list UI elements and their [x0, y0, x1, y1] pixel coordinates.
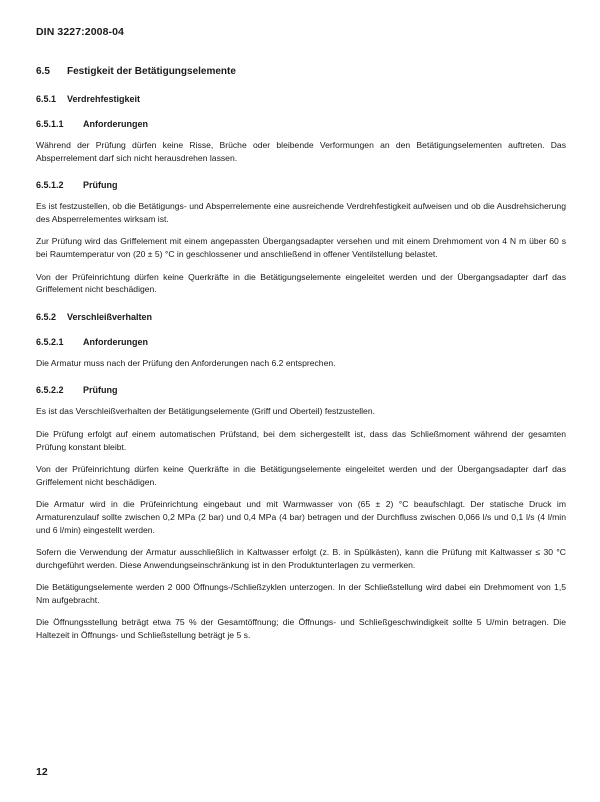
paragraph: Es ist das Verschleißverhalten der Betätigungselemente (Griff und Oberteil) festzustellen. [36, 406, 375, 417]
paragraph: Von der Prüfeinrichtung dürfen keine Querkräfte in die Betätigungselemente eingeleitet werden und der Übergangsadapter darf das Griffelement nicht beschädigen. [36, 271, 566, 295]
section-number: 6.5.2 [36, 311, 57, 322]
section-heading-6-5 [36, 66, 566, 77]
paragraph: Die Armatur muss nach der Prüfung den Anforderungen nach 6.2 entsprechen. [36, 357, 336, 368]
paragraph: Sofern die Verwendung der Armatur ausschließlich in Kaltwasser erfolgt (z. B. in Spülkästen), kann die Prüfung mit Kaltwasser ≤ 30 °C durchgeführt werden. Diese Anwendungseinschränkung ist in den Produktunterlagen zu vermerken. [36, 547, 566, 570]
section-number: 6.5.1 [36, 94, 57, 104]
section-number: 6.5.2.2 [36, 385, 64, 396]
paragraph: Zur Prüfung wird das Griffelement mit einem angepassten Übergangsadapter versehen und mit einem Drehmoment von 4 N m über 60 s bei Raumtemperatur von (20 ± 5) °C in geschlossener und anschließend in offener Ventilstellung belastet. [36, 236, 566, 259]
section-title: Verschleißverhalten [67, 311, 153, 322]
paragraph: Von der Prüfeinrichtung dürfen keine Querkräfte in die Betätigungselemente eingeleitet werden und der Übergangsadapter darf das Griffelement nicht beschädigen. [36, 464, 566, 487]
section-heading-6-5-2-1 [36, 337, 566, 347]
section-heading-6-5-1-2 [36, 180, 566, 190]
document-body [36, 66, 566, 642]
section-number: 6.5.1.1 [36, 119, 64, 129]
paragraph: Die Armatur wird in die Prüfeinrichtung eingebaut und mit Warmwasser von (65 ± 2) °C beaufschlagt. Der statische Druck im Armaturenzulauf sollte zwischen 0,2 MPa (2 bar) und 0,4 MPa (4 bar) betragen und der Durchfluss zwischen 0,066 l/s und 0,1 l/s (4 l/min und 6 l/min) eingestellt werden. [36, 499, 566, 535]
section-title: Prüfung [83, 180, 118, 191]
paragraph: Die Betätigungselemente werden 2 000 Öffnungs-/Schließzyklen unterzogen. In der Schließstellung wird dabei ein Drehmoment von 1,5 Nm aufgebracht. [36, 582, 566, 605]
section-heading-6-5-1-1 [36, 119, 566, 129]
section-heading-6-5-1 [36, 94, 566, 104]
standard-header: DIN 3227:2008-04 [36, 26, 124, 38]
paragraph: Während der Prüfung dürfen keine Risse, Brüche oder bleibende Verformungen an den Betätigungselementen auftreten. Das Absperrelement darf sich nicht herausdrehen lassen. [36, 140, 566, 163]
section-number: 6.5.1.2 [36, 180, 64, 191]
paragraph: Es ist festzustellen, ob die Betätigungs- und Absperrelemente eine ausreichende Verdrehfestigkeit aufweisen und ob die Ausdrehsicherung des Absperrelementes wirksam ist. [36, 201, 566, 224]
page-number: 12 [36, 766, 48, 778]
section-title: Anforderungen [83, 336, 148, 347]
section-title: Prüfung [83, 385, 118, 396]
section-number: 6.5 [36, 66, 50, 77]
paragraph: Die Öffnungsstellung beträgt etwa 75 % der Gesamtöffnung; die Öffnungs- und Schließgeschwindigkeit sollte 5 U/min betragen. Die Haltezeit in Öffnungs- und Schließstellung beträgt je 5 s. [36, 617, 566, 641]
section-title: Festigkeit der Betätigungselemente [67, 66, 236, 77]
section-heading-6-5-2 [36, 312, 566, 322]
section-title: Verdrehfestigkeit [67, 94, 141, 104]
section-title: Anforderungen [83, 119, 148, 129]
section-heading-6-5-2-2 [36, 385, 566, 395]
section-number: 6.5.2.1 [36, 336, 64, 347]
paragraph: Die Prüfung erfolgt auf einem automatischen Prüfstand, bei dem sichergestellt ist, dass das Schließmoment während der gesamten Prüfung konstant bleibt. [36, 428, 566, 452]
